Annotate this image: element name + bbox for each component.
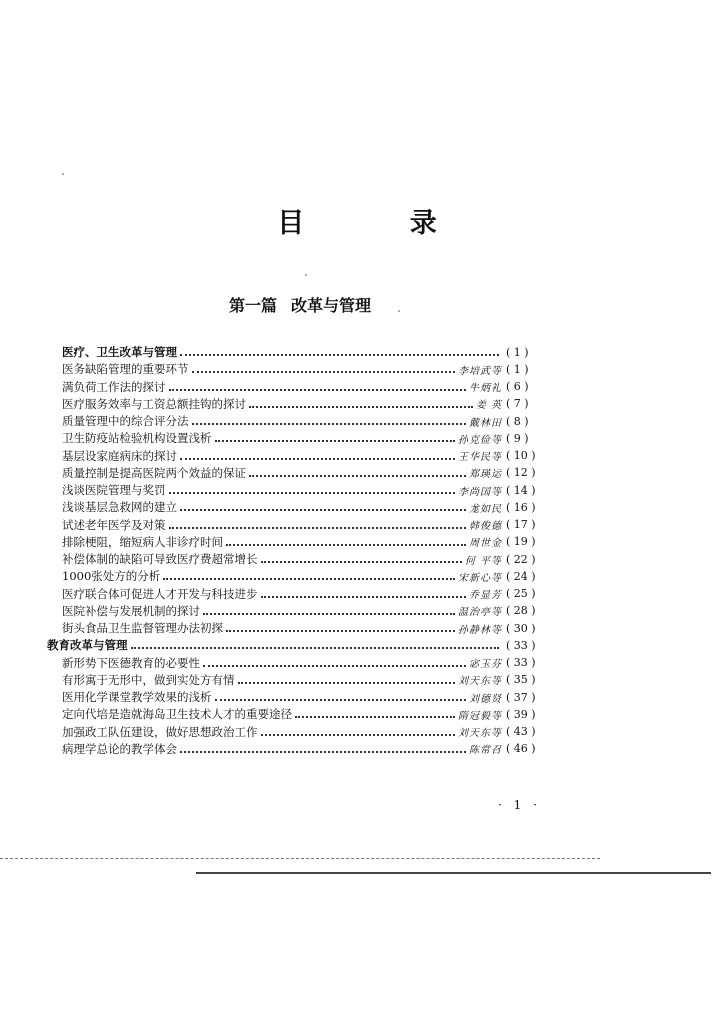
dot-leader	[192, 423, 467, 425]
dot-leader	[180, 509, 466, 511]
entry-author: 王华民等	[458, 452, 502, 463]
scan-speck	[305, 274, 307, 276]
entry-title: 满负荷工作法的探讨	[62, 379, 166, 394]
entry-page: ( 46 )	[506, 742, 536, 756]
toc-entry	[62, 655, 560, 671]
entry-page: ( 16 )	[506, 500, 536, 514]
toc-entry	[62, 672, 560, 688]
toc-entry	[62, 551, 560, 567]
toc-entry	[62, 724, 560, 740]
entry-page: ( 12 )	[506, 466, 536, 480]
entry-author: 宋新心等	[458, 572, 502, 584]
dot-leader	[249, 406, 473, 408]
entry-title: 有形寓于无形中，做到实处方有情	[62, 672, 235, 687]
toc-entry	[62, 448, 560, 464]
entry-author: 李尚国等	[458, 486, 502, 498]
entry-title: 排除梗阻，缩短病人非诊疗时间	[62, 534, 223, 549]
toc-entry	[62, 586, 560, 602]
entry-page: ( 19 )	[506, 535, 536, 549]
entry-page: ( 14 )	[506, 483, 536, 497]
toc-entry	[62, 603, 560, 619]
dot-leader	[163, 578, 455, 580]
entry-author: 周世金	[469, 538, 502, 550]
page-number: · 1 ·	[498, 798, 541, 812]
toc-entry	[62, 741, 560, 757]
dot-leader	[295, 716, 455, 718]
dot-leader	[215, 440, 456, 442]
dot-leader	[131, 647, 500, 649]
entry-page: ( 1 )	[506, 362, 529, 376]
dot-leader	[180, 751, 466, 753]
entry-author: 尨如民	[469, 503, 502, 515]
entry-page: ( 33 )	[506, 656, 536, 669]
dot-leader	[261, 596, 467, 598]
entry-author: 刘天东等	[458, 676, 502, 688]
entry-author: 陈常召	[469, 745, 502, 757]
entry-page: ( 22 )	[506, 552, 536, 566]
entry-author: 李培武等	[458, 365, 502, 377]
entry-page: ( 6 )	[506, 380, 529, 393]
part-name: 改革与管理	[291, 296, 372, 315]
entry-author: 温治亭等	[458, 607, 502, 619]
entry-author: 牛炳礼	[469, 383, 502, 394]
entry-page: ( 7 )	[506, 397, 529, 411]
entry-author: 乔显芳	[469, 590, 502, 601]
dot-leader	[261, 561, 462, 563]
entry-title: 定向代培是造就海岛卫生技术人才的重要途径	[62, 707, 292, 722]
toc-entry	[62, 568, 560, 584]
entry-title: 医疗联合体可促进人才开发与科技进步	[62, 586, 258, 601]
dot-leader	[203, 613, 455, 615]
toc-entry	[62, 396, 560, 412]
entry-title: 医疗、卫生改革与管理	[62, 345, 177, 359]
toc-entry	[62, 534, 560, 550]
entry-page: ( 8 )	[506, 414, 529, 428]
part-heading	[0, 293, 600, 316]
entry-author: 宓玉芬	[469, 659, 502, 670]
entry-title: 试述老年医学及对策	[62, 517, 166, 532]
entry-title: 质量管理中的综合评分法	[62, 414, 189, 428]
entry-title: 补偿体制的缺陷可导致医疗费超常增长	[62, 552, 258, 566]
entry-page: ( 17 )	[506, 518, 536, 531]
entry-page: ( 39 )	[506, 707, 536, 721]
dot-leader	[226, 630, 455, 632]
entry-title: 教育改革与管理	[47, 638, 128, 653]
dot-leader	[203, 665, 466, 667]
entry-title: 浅谈基层急救网的建立	[62, 500, 177, 515]
toc-entry	[47, 637, 560, 653]
entry-title: 医务缺陷管理的重要环节	[62, 362, 189, 377]
entry-page: ( 10 )	[506, 449, 536, 462]
entry-page: ( 28 )	[506, 604, 536, 618]
entry-page: ( 35 )	[506, 673, 536, 687]
toc-entry	[62, 344, 560, 360]
entry-title: 医院补偿与发展机制的探讨	[62, 603, 200, 618]
page-title: 目 录	[277, 208, 485, 239]
entry-title: 加强政工队伍建设，做好思想政治工作	[62, 724, 258, 739]
entry-author: 姜 英	[475, 400, 502, 412]
entry-title: 病理学总论的教学体会	[62, 741, 177, 756]
toc-entry	[62, 482, 560, 498]
entry-author: 隋冠毅等	[458, 710, 502, 722]
scan-line	[196, 872, 711, 874]
entry-title: 医疗服务效率与工资总额挂钩的探讨	[62, 396, 246, 411]
entry-title: 新形势下医德教育的必要性	[62, 655, 200, 670]
entry-author: 孙静林等	[458, 624, 502, 636]
dot-leader	[180, 458, 455, 460]
entry-page: ( 9 )	[506, 431, 529, 445]
entry-title: 1000张处方的分析	[62, 569, 161, 584]
scan-speck	[62, 173, 64, 175]
entry-author: 郑瑛运	[469, 469, 502, 481]
entry-page: ( 33 )	[506, 638, 536, 652]
toc-entry	[62, 413, 560, 429]
dot-leader	[215, 699, 467, 701]
toc-entry	[62, 517, 560, 533]
scan-speck	[398, 310, 400, 312]
dot-leader	[238, 682, 456, 684]
entry-page: ( 37 )	[506, 690, 536, 704]
entry-title: 质量控制是提高医院两个效益的保证	[62, 465, 246, 480]
entry-title: 浅谈医院管理与奖罚	[62, 483, 166, 497]
toc-entry	[62, 620, 560, 636]
dot-leader	[226, 544, 466, 546]
toc-entry	[62, 361, 560, 377]
entry-title: 医用化学课堂教学效果的浅析	[62, 690, 212, 704]
entry-author: 孙克俭等	[458, 434, 502, 446]
dot-leader	[169, 492, 456, 494]
toc-entry	[62, 465, 560, 481]
dot-leader	[169, 389, 467, 391]
dot-leader	[180, 354, 499, 356]
entry-author: 刘德贤	[469, 693, 502, 705]
dot-leader	[249, 475, 466, 477]
dot-leader	[169, 527, 467, 529]
entry-page: ( 24 )	[506, 569, 536, 583]
entry-author: 戴林田	[469, 417, 502, 429]
entry-author: 韩俊德	[469, 521, 502, 532]
dot-leader	[261, 734, 456, 736]
entry-title: 基层设家庭病床的探讨	[62, 448, 177, 463]
entry-author: 刘天东等	[458, 728, 502, 739]
toc-entry	[62, 689, 560, 705]
entry-page: ( 1 )	[506, 345, 529, 359]
entry-title: 卫生防疫站检验机构设置浅析	[62, 431, 212, 446]
part-label: 第一篇	[228, 296, 277, 315]
entry-page: ( 43 )	[506, 725, 536, 738]
toc-entry	[62, 499, 560, 515]
dot-leader	[192, 371, 456, 373]
entry-page: ( 25 )	[506, 587, 536, 600]
toc-entry	[62, 706, 560, 722]
scan-line	[0, 858, 600, 859]
toc-entry	[62, 379, 560, 395]
toc-entry	[62, 430, 560, 446]
entry-page: ( 30 )	[506, 621, 536, 635]
entry-author: 何 平等	[464, 555, 502, 567]
entry-title: 街头食品卫生监督管理办法初探	[62, 621, 223, 635]
